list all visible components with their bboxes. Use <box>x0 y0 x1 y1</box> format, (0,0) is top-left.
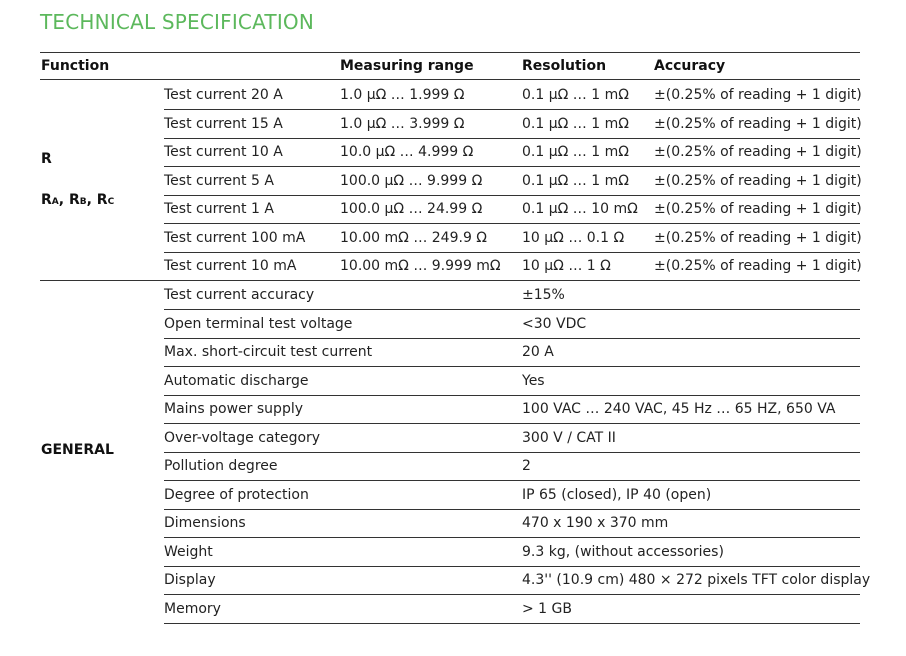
general-row-divider <box>164 537 860 538</box>
r-row-range: 100.0 µΩ … 9.999 Ω <box>340 173 483 189</box>
general-row-divider <box>164 366 860 367</box>
general-row-value: 4.3'' (10.9 cm) 480 × 272 pixels TFT color display <box>522 572 871 588</box>
general-row-divider <box>164 452 860 453</box>
r-row-divider <box>164 109 860 110</box>
r-row-function: Test current 100 mA <box>164 230 306 246</box>
general-row-name: Max. short-circuit test current <box>164 344 373 360</box>
r-row-range: 10.00 mΩ … 249.9 Ω <box>340 230 487 246</box>
r-row-accuracy: ±(0.25% of reading + 1 digit) <box>654 230 862 246</box>
r-row-accuracy: ±(0.25% of reading + 1 digit) <box>654 258 862 274</box>
general-row-divider <box>164 594 860 595</box>
header-resolution: Resolution <box>522 58 607 74</box>
general-row-divider <box>164 309 860 310</box>
general-row-divider <box>164 509 860 510</box>
r-row-accuracy: ±(0.25% of reading + 1 digit) <box>654 144 862 160</box>
header-function: Function <box>41 58 110 74</box>
r-sub-label-part: , R <box>86 192 108 208</box>
r-sub-label-part: , R <box>58 192 80 208</box>
r-row-function: Test current 5 A <box>164 173 274 189</box>
r-row-accuracy: ±(0.25% of reading + 1 digit) <box>654 87 862 103</box>
r-sub-label-part: C <box>107 197 115 207</box>
r-row-resolution: 0.1 µΩ … 1 mΩ <box>522 173 629 189</box>
r-row-accuracy: ±(0.25% of reading + 1 digit) <box>654 116 862 132</box>
general-row-value: IP 65 (closed), IP 40 (open) <box>522 487 712 503</box>
r-row-range: 1.0 µΩ … 1.999 Ω <box>340 87 465 103</box>
r-sub-label-part: R <box>41 192 52 208</box>
general-row-divider <box>164 566 860 567</box>
general-row-value: 100 VAC … 240 VAC, 45 Hz … 65 HZ, 650 VA <box>522 401 836 417</box>
r-row-function: Test current 1 A <box>164 201 274 217</box>
general-row-divider <box>164 395 860 396</box>
header-measuring-range: Measuring range <box>340 58 474 74</box>
r-row-range: 10.0 µΩ … 4.999 Ω <box>340 144 474 160</box>
general-row-value: 470 x 190 x 370 mm <box>522 515 669 531</box>
r-row-resolution: 0.1 µΩ … 10 mΩ <box>522 201 638 217</box>
r-sub-label-part: A <box>51 197 59 207</box>
general-row-name: Memory <box>164 601 221 617</box>
r-row-divider <box>164 195 860 196</box>
general-row-divider <box>164 623 860 624</box>
general-row-value: 20 A <box>522 344 554 360</box>
r-row-accuracy: ±(0.25% of reading + 1 digit) <box>654 201 862 217</box>
general-row-name: Display <box>164 572 216 588</box>
general-row-value: <30 VDC <box>522 316 587 332</box>
r-row-divider <box>40 280 860 281</box>
r-group-label: R <box>41 151 52 167</box>
r-row-resolution: 10 µΩ … 0.1 Ω <box>522 230 625 246</box>
r-row-range: 1.0 µΩ … 3.999 Ω <box>340 116 465 132</box>
general-group-label: GENERAL <box>41 442 114 458</box>
r-row-resolution: 0.1 µΩ … 1 mΩ <box>522 87 629 103</box>
r-row-resolution: 0.1 µΩ … 1 mΩ <box>522 144 629 160</box>
r-row-divider <box>164 166 860 167</box>
general-row-value: 9.3 kg, (without accessories) <box>522 544 724 560</box>
general-row-value: ±15% <box>522 287 565 303</box>
general-row-name: Dimensions <box>164 515 246 531</box>
page-title: TECHNICAL SPECIFICATION <box>40 10 315 34</box>
r-row-divider <box>164 223 860 224</box>
general-row-name: Open terminal test voltage <box>164 316 353 332</box>
header-bottom-rule <box>40 79 860 80</box>
r-row-range: 10.00 mΩ … 9.999 mΩ <box>340 258 501 274</box>
general-row-name: Pollution degree <box>164 458 278 474</box>
general-row-name: Weight <box>164 544 213 560</box>
r-row-divider <box>164 138 860 139</box>
general-row-value: 2 <box>522 458 531 474</box>
r-row-function: Test current 10 A <box>164 144 283 160</box>
header-top-rule <box>40 52 860 53</box>
general-row-name: Over-voltage category <box>164 430 321 446</box>
general-row-value: 300 V / CAT II <box>522 430 616 446</box>
r-sub-label-part: B <box>79 197 87 207</box>
header-accuracy: Accuracy <box>654 58 726 74</box>
r-row-resolution: 10 µΩ … 1 Ω <box>522 258 611 274</box>
r-group-sub-label <box>41 192 114 208</box>
general-row-divider <box>164 338 860 339</box>
general-row-name: Mains power supply <box>164 401 304 417</box>
r-row-range: 100.0 µΩ … 24.99 Ω <box>340 201 483 217</box>
r-row-function: Test current 20 A <box>164 87 283 103</box>
r-row-function: Test current 15 A <box>164 116 283 132</box>
r-row-accuracy: ±(0.25% of reading + 1 digit) <box>654 173 862 189</box>
general-row-name: Automatic discharge <box>164 373 309 389</box>
general-row-value: > 1 GB <box>522 601 572 617</box>
general-row-name: Degree of protection <box>164 487 309 503</box>
r-row-resolution: 0.1 µΩ … 1 mΩ <box>522 116 629 132</box>
general-row-name: Test current accuracy <box>164 287 315 303</box>
general-row-value: Yes <box>522 373 545 389</box>
general-row-divider <box>164 480 860 481</box>
r-row-divider <box>164 252 860 253</box>
general-row-divider <box>164 423 860 424</box>
r-row-function: Test current 10 mA <box>164 258 297 274</box>
